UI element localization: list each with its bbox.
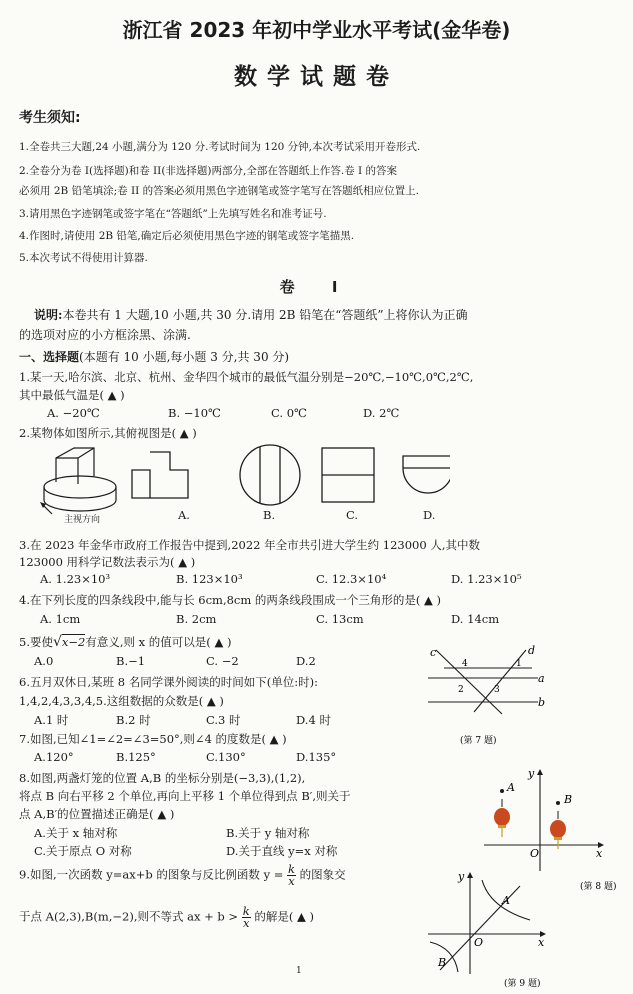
notice-item-2-cont: 必须用 2B 铅笔填涂;卷 II 的答案必须用黑色字迹钢笔或签字笔写在答题纸相应位置上.	[19, 185, 419, 197]
q2-view-direction-caption: 主视方向	[64, 515, 101, 525]
q9-label-b: B	[438, 956, 447, 969]
q7-option-a: A.120°	[34, 750, 74, 764]
q9-y-arrow	[467, 872, 473, 878]
q2-view-a	[132, 452, 188, 498]
q8-caption: (第 8 题)	[580, 882, 617, 892]
section-note: (本题有 10 小题,每小题 3 分,共 30 分)	[79, 350, 290, 364]
q9-figure	[420, 866, 570, 992]
notice-item-4: 4.作图时,请使用 2B 铅笔,确定后必须使用黑色字迹的钢笔或签字笔描黑.	[19, 230, 355, 242]
q2-option-c: C.	[346, 508, 359, 522]
q7-option-d: D.135°	[296, 750, 337, 764]
q9-caption: (第 9 题)	[504, 979, 541, 989]
q6-stem-1: 6.五月双休日,某班 8 名同学课外阅读的时间如下(单位:时):	[19, 675, 318, 689]
lantern-b	[550, 801, 566, 849]
q7-angle-2: 2	[458, 685, 464, 695]
line-c	[436, 650, 502, 714]
instructions-label: 说明:	[34, 308, 63, 322]
q8-option-d: D.关于直线 y=x 对称	[226, 844, 338, 858]
q9-label-y: y	[458, 870, 465, 883]
q2-view-d	[403, 456, 450, 493]
q2-option-a: A.	[178, 508, 190, 522]
q1-option-b: B. −10℃	[168, 406, 221, 420]
q3-stem-1: 3.在 2023 年金华市政府工作报告中提到,2022 年全市共引进大学生约 123000 人,其中数	[19, 538, 480, 552]
q3-option-a: A. 1.23×10³	[40, 572, 111, 586]
q7-angle-4: 4	[462, 659, 468, 669]
section-label: 一、选择题	[19, 350, 80, 364]
q3-option-c: C. 12.3×10⁴	[316, 572, 387, 586]
q9-label-o: O	[474, 936, 484, 949]
exam-subtitle: 数学试题卷	[234, 64, 399, 90]
q9-stem-1	[19, 864, 346, 887]
q4-option-d: D. 14cm	[451, 612, 500, 626]
q8-option-b: B.关于 y 轴对称	[226, 826, 310, 840]
q7-option-b: B.125°	[116, 750, 156, 764]
q8-label-x: x	[596, 847, 603, 860]
q8-stem-1: 8.如图,两盏灯笼的位置 A,B 的坐标分别是(−3,3),(1,2),	[19, 771, 306, 785]
q9-part-2: 的图象交	[299, 867, 346, 882]
q2-view-b	[240, 445, 300, 505]
section-heading	[19, 348, 289, 365]
page-number: 1	[296, 966, 302, 976]
q5-option-c: C. −2	[206, 654, 239, 668]
q8-label-y: y	[528, 767, 535, 780]
instructions-line-2: 的选项对应的小方框涂黑、涂满.	[19, 328, 191, 342]
q5-radicand: x−2	[61, 635, 86, 649]
notice-heading: 考生须知:	[19, 110, 81, 126]
q7-label-b: b	[538, 696, 546, 709]
q6-option-b: B.2 时	[116, 713, 151, 727]
q2-option-b: B.	[263, 508, 276, 522]
q6-option-a: A.1 时	[34, 713, 69, 727]
q8-option-a: A.关于 x 轴对称	[34, 826, 118, 840]
q1-stem-1: 1.某一天,哈尔滨、北京、杭州、金华四个城市的最低气温分别是−20℃,−10℃,0℃,2℃,	[19, 370, 474, 384]
q6-stem-2: 1,4,2,4,3,3,4,5.这组数据的众数是( ▲ )	[19, 694, 224, 708]
q2-option-d: D.	[423, 508, 436, 522]
q9-part-1: 9.如图,一次函数 y=ax+b 的图象与反比例函数 y =	[19, 867, 284, 882]
q4-option-c: C. 13cm	[316, 612, 364, 626]
notice-item-2: 2.全卷分为卷 I(选择题)和卷 II(非选择题)两部分,全部在答题纸上作答.卷 I 的答案	[19, 165, 398, 177]
q3-stem-2: 123000 用科学记数法表示为( ▲ )	[19, 555, 196, 569]
q5-stem-pre: 5.要使	[19, 635, 53, 649]
q9-part-4: 的解是( ▲ )	[254, 909, 314, 924]
frac-numerator-2: k	[242, 904, 250, 918]
q7-figure	[418, 640, 548, 750]
q8-label-a: A	[507, 781, 515, 794]
q7-option-c: C.130°	[206, 750, 246, 764]
q8-stem-2: 将点 B 向右平移 2 个单位,再向上平移 1 个单位得到点 B′,则关于	[19, 789, 351, 803]
q8-stem-3: 点 A,B′的位置描述正确是( ▲ )	[19, 807, 175, 821]
instructions-line-1	[34, 306, 467, 323]
q5-option-a: A.0	[34, 654, 54, 668]
q3-option-b: B. 123×10³	[176, 572, 243, 586]
q8-label-b: B	[564, 793, 573, 806]
q7-angle-1: 1	[516, 659, 522, 669]
notice-item-3: 3.请用黑色字迹钢笔或签字笔在“答题纸”上先填写姓名和准考证号.	[19, 208, 327, 220]
q5-option-d: D.2	[296, 654, 316, 668]
frac-numerator: k	[288, 862, 295, 876]
fraction-k-over-x	[287, 864, 296, 887]
q4-option-a: A. 1cm	[40, 612, 81, 626]
q7-label-c: c	[430, 646, 437, 659]
q7-label-d: d	[528, 644, 536, 657]
q7-caption: (第 7 题)	[460, 736, 497, 746]
q5-option-b: B.−1	[116, 654, 146, 668]
volume-label: 卷 I	[279, 278, 354, 296]
q7-angle-3: 3	[494, 685, 500, 695]
instructions-text-1: 本卷共有 1 大题,10 小题,共 30 分.请用 2B 铅笔在“答题纸”上将你认为正确	[62, 308, 468, 322]
q2-view-c	[322, 448, 374, 502]
lantern-a	[494, 789, 510, 837]
exam-title: 浙江省 2023 年初中学业水平考试(金华卷)	[122, 18, 511, 42]
q8-label-o: O	[530, 847, 540, 860]
q9-label-a: A	[502, 894, 510, 907]
q9-label-x: x	[538, 936, 545, 949]
q3-option-d: D. 1.23×10⁵	[451, 572, 522, 586]
notice-item-5: 5.本次考试不得使用计算器.	[19, 252, 148, 264]
q2-stem: 2.某物体如图所示,其俯视图是( ▲ )	[19, 426, 197, 440]
q6-option-d: D.4 时	[296, 713, 331, 727]
q2-solid-figure	[44, 448, 116, 511]
radical-sign: √	[52, 634, 62, 650]
frac-denominator: x	[288, 874, 295, 888]
q7-label-a: a	[538, 672, 545, 685]
q7-stem: 7.如图,已知∠1=∠2=∠3=50°,则∠4 的度数是( ▲ )	[19, 732, 287, 746]
q1-option-d: D. 2℃	[363, 406, 400, 420]
q1-stem-2: 其中最低气温是( ▲ )	[19, 388, 125, 402]
fraction-k-over-x-2	[242, 906, 251, 929]
q8-y-arrow	[537, 769, 543, 775]
q5-stem-post: 有意义,则 x 的值可以是( ▲ )	[85, 635, 232, 649]
q1-option-a: A. −20℃	[47, 406, 100, 420]
notice-item-1: 1.全卷共三大题,24 小题,满分为 120 分.考试时间为 120 分钟,本次考试采用开卷形式.	[19, 141, 421, 153]
q9-stem-2	[19, 906, 314, 929]
q4-option-b: B. 2cm	[176, 612, 217, 626]
frac-denominator-2: x	[242, 916, 250, 930]
q5-stem	[19, 634, 231, 650]
q9-part-3: 于点 A(2,3),B(m,−2),则不等式 ax + b >	[19, 909, 239, 924]
q1-option-c: C. 0℃	[271, 406, 307, 420]
q8-option-c: C.关于原点 O 对称	[34, 844, 132, 858]
q6-option-c: C.3 时	[206, 713, 241, 727]
q4-stem: 4.在下列长度的四条线段中,能与长 6cm,8cm 的两条线段围成一个三角形的是( ▲ )	[19, 593, 442, 607]
